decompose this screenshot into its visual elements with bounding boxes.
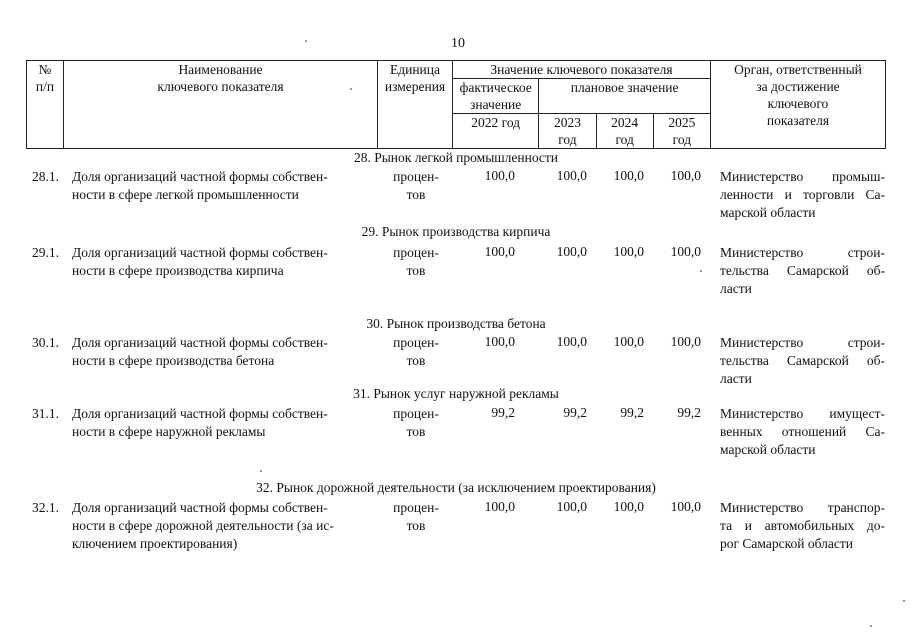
unit-line: процен- bbox=[393, 245, 439, 260]
agency-word: об- bbox=[866, 353, 885, 368]
agency-word: имущест- bbox=[829, 406, 885, 421]
value-2024: 99,2 bbox=[620, 405, 644, 420]
indicator-name-line: ности в сфере производства кирпича bbox=[72, 263, 284, 278]
agency-word: и bbox=[784, 187, 792, 202]
agency-word: транспор- bbox=[827, 500, 885, 515]
agency-line: рог Самарской области bbox=[720, 536, 853, 551]
value-2024: 100,0 bbox=[613, 168, 644, 183]
agency-word: Министерство bbox=[720, 169, 804, 184]
header-unit-line-2: измерения bbox=[384, 79, 446, 94]
header-name-cell bbox=[64, 61, 378, 149]
agency-line bbox=[720, 423, 885, 441]
indicator-name bbox=[72, 405, 328, 441]
value-2024: 100,0 bbox=[613, 499, 644, 514]
agency-line bbox=[720, 168, 885, 186]
header-name-line-2: ключевого показателя bbox=[157, 79, 284, 94]
header-planned-cell: плановое значение bbox=[539, 79, 711, 114]
value-2025: 100,0 bbox=[670, 499, 701, 514]
header-2023-cell bbox=[539, 114, 596, 149]
header-actual-line-1: фактическое bbox=[459, 80, 532, 95]
unit bbox=[391, 168, 441, 204]
header-2022-cell: 2022 год bbox=[453, 114, 539, 149]
value-2024: 100,0 bbox=[613, 334, 644, 349]
header-2024-year: 2024 bbox=[611, 115, 639, 130]
agency-word: до- bbox=[866, 518, 885, 533]
value-2025: 99,2 bbox=[677, 405, 701, 420]
agency-word: венных bbox=[720, 424, 763, 439]
value-2022: 100,0 bbox=[484, 168, 515, 183]
row-number: 31.1. bbox=[32, 406, 59, 421]
unit-line: процен- bbox=[393, 406, 439, 421]
header-value-group: Значение ключевого показателя bbox=[453, 61, 711, 79]
section-title: 28. Рынок легкой промышленности bbox=[353, 150, 559, 165]
agency-word: промыш- bbox=[832, 169, 885, 184]
section-title: 29. Рынок производства кирпича bbox=[361, 224, 551, 239]
indicator-name-line: Доля организаций частной формы собствен- bbox=[72, 406, 328, 421]
indicator-name-line: Доля организаций частной формы собствен- bbox=[72, 335, 328, 350]
responsible-agency bbox=[720, 244, 885, 298]
header-agency-cell bbox=[711, 61, 886, 149]
agency-word: отношений bbox=[781, 424, 847, 439]
section-title: 32. Рынок дорожной деятельности (за исключением проектирования) bbox=[256, 480, 656, 495]
value-2025: 100,0 bbox=[670, 244, 701, 259]
agency-line: марской области bbox=[720, 205, 816, 220]
agency-line bbox=[720, 334, 885, 352]
indicator-name bbox=[72, 499, 334, 553]
header-name-line-1: Наименование bbox=[178, 62, 263, 77]
agency-word: и bbox=[744, 518, 752, 533]
agency-line bbox=[720, 352, 885, 370]
agency-word: об- bbox=[866, 263, 885, 278]
scan-speck bbox=[260, 470, 262, 472]
responsible-agency bbox=[720, 405, 885, 459]
agency-line bbox=[720, 517, 885, 535]
scan-speck bbox=[700, 270, 702, 272]
agency-word: Министерство bbox=[720, 406, 804, 421]
value-2022: 99,2 bbox=[491, 405, 515, 420]
header-2023-year: 2023 bbox=[553, 115, 581, 130]
header-2025-unit: год bbox=[672, 132, 692, 147]
responsible-agency bbox=[720, 499, 885, 553]
agency-word: торговли bbox=[802, 187, 855, 202]
row-number: 28.1. bbox=[32, 169, 59, 184]
agency-word: автомобильных bbox=[764, 518, 855, 533]
indicator-name-line: ности в сфере наружной рекламы bbox=[72, 424, 266, 439]
header-number-symbol: № bbox=[38, 62, 52, 77]
agency-line: марской области bbox=[720, 442, 816, 457]
agency-word: строи- bbox=[847, 245, 885, 260]
scan-speck bbox=[305, 40, 307, 42]
value-2023: 100,0 bbox=[556, 168, 587, 183]
section-title: 30. Рынок производства бетона bbox=[366, 316, 546, 331]
scan-speck bbox=[350, 88, 352, 90]
value-2022: 100,0 bbox=[484, 499, 515, 514]
agency-word: Са- bbox=[865, 424, 885, 439]
agency-line: ласти bbox=[720, 281, 752, 296]
header-actual-line-2: значение bbox=[470, 97, 522, 112]
indicator-name bbox=[72, 168, 328, 204]
agency-word: Министерство bbox=[720, 335, 804, 350]
unit-line: процен- bbox=[393, 169, 439, 184]
agency-word: Са- bbox=[865, 187, 885, 202]
unit bbox=[391, 334, 441, 370]
row-number: 32.1. bbox=[32, 500, 59, 515]
section-title: 31. Рынок услуг наружной рекламы bbox=[353, 386, 559, 401]
indicator-name-line: Доля организаций частной формы собствен- bbox=[72, 500, 328, 515]
agency-word: Самарской bbox=[786, 353, 849, 368]
header-2024-cell bbox=[596, 114, 653, 149]
header-unit-cell bbox=[378, 61, 453, 149]
header-2025-year: 2025 bbox=[668, 115, 696, 130]
agency-word: тельства bbox=[720, 263, 769, 278]
table-header bbox=[26, 60, 886, 149]
value-2023: 100,0 bbox=[556, 334, 587, 349]
unit bbox=[391, 499, 441, 535]
header-2025-cell bbox=[653, 114, 710, 149]
agency-word: Самарской bbox=[786, 263, 849, 278]
agency-word: строи- bbox=[847, 335, 885, 350]
responsible-agency bbox=[720, 334, 885, 388]
unit-line: тов bbox=[406, 518, 426, 533]
agency-line bbox=[720, 244, 885, 262]
indicator-name-line: Доля организаций частной формы собствен- bbox=[72, 245, 328, 260]
header-agency-line-3: ключевого bbox=[767, 96, 829, 111]
value-2024: 100,0 bbox=[613, 244, 644, 259]
value-2023: 100,0 bbox=[556, 244, 587, 259]
agency-line: ласти bbox=[720, 371, 752, 386]
agency-word: тельства bbox=[720, 353, 769, 368]
agency-line bbox=[720, 499, 885, 517]
responsible-agency bbox=[720, 168, 885, 222]
agency-word: Министерство bbox=[720, 245, 804, 260]
unit-line: процен- bbox=[393, 335, 439, 350]
header-agency-line-1: Орган, ответственный bbox=[734, 62, 862, 77]
unit-line: процен- bbox=[393, 500, 439, 515]
indicator-name-line: ности в сфере производства бетона bbox=[72, 353, 275, 368]
header-number-label: п/п bbox=[35, 79, 55, 94]
unit-line: тов bbox=[406, 263, 426, 278]
scan-speck bbox=[870, 625, 872, 627]
agency-line bbox=[720, 186, 885, 204]
unit bbox=[391, 244, 441, 280]
header-2024-unit: год bbox=[615, 132, 634, 147]
indicator-name-line: ности в сфере легкой промышленности bbox=[72, 187, 299, 202]
row-number: 29.1. bbox=[32, 245, 59, 260]
unit-line: тов bbox=[406, 187, 426, 202]
indicator-name bbox=[72, 334, 328, 370]
indicator-name bbox=[72, 244, 328, 280]
indicator-name-line: ключением проектирования) bbox=[72, 536, 238, 551]
header-agency-line-2: за достижение bbox=[756, 79, 840, 94]
value-2022: 100,0 bbox=[484, 334, 515, 349]
value-2025: 100,0 bbox=[670, 334, 701, 349]
agency-line bbox=[720, 405, 885, 423]
agency-word: ленности bbox=[720, 187, 774, 202]
header-actual-cell bbox=[453, 79, 539, 114]
scan-speck bbox=[903, 600, 905, 602]
unit bbox=[391, 405, 441, 441]
header-2023-unit: год bbox=[558, 132, 577, 147]
unit-line: тов bbox=[406, 353, 426, 368]
value-2022: 100,0 bbox=[484, 244, 515, 259]
indicator-name-line: Доля организаций частной формы собствен- bbox=[72, 169, 328, 184]
header-number-cell bbox=[27, 61, 64, 149]
page-number: 10 bbox=[451, 36, 465, 51]
indicator-name-line: ности в сфере дорожной деятельности (за ис- bbox=[72, 518, 334, 533]
header-agency-line-4: показателя bbox=[766, 113, 830, 128]
value-2023: 99,2 bbox=[563, 405, 587, 420]
agency-line bbox=[720, 262, 885, 280]
header-unit-line-1: Единица bbox=[389, 62, 440, 77]
agency-word: та bbox=[720, 518, 733, 533]
agency-word: Министерство bbox=[720, 500, 804, 515]
value-2023: 100,0 bbox=[556, 499, 587, 514]
row-number: 30.1. bbox=[32, 335, 59, 350]
unit-line: тов bbox=[406, 424, 426, 439]
value-2025: 100,0 bbox=[670, 168, 701, 183]
